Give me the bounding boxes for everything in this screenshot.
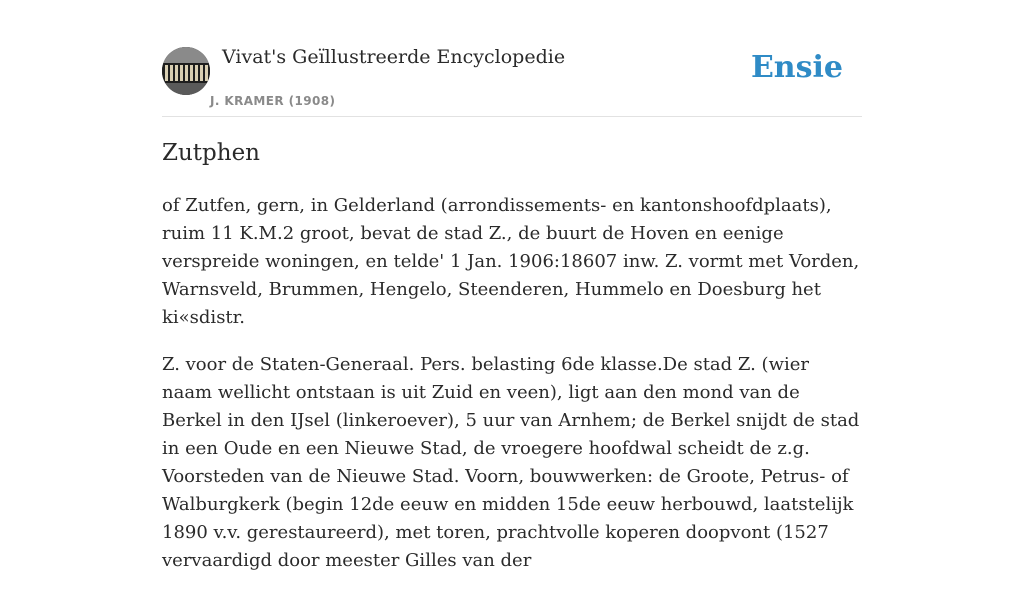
- paragraph: Z. voor de Staten-Generaal. Pers. belasting 6de klasse.De stad Z. (wier naam wellicht ontstaan is uit Zuid en veen), ligt aan den mond van de Berkel in den IJsel (linkeroever), 5 uur van Arnhem; de Berkel snijdt de stad in een Oude en een Nieuwe Stad, de vroegere hoofdwal scheidt de z.g. Voorsteden van de Nieuwe Stad. Voorn, bouwwerken: de Groote, Petrus- of Walburgkerk (begin 12de eeuw en midden 15de eeuw herbouwd, laatstelijk 1890 v.v. gerestaureerd), met toren, prachtvolle koperen doopvont (1527 vervaardigd door meester Gilles van der: [162, 354, 860, 571]
- ensie-logo[interactable]: Ensie: [750, 50, 843, 85]
- source-author: J. KRAMER (1908): [210, 94, 336, 108]
- source-title[interactable]: Vivat's Geïllustreerde Encyclopedie: [222, 46, 566, 68]
- source-header: [162, 46, 862, 117]
- article-body: [162, 192, 862, 594]
- article-title: Zutphen: [162, 140, 260, 166]
- paragraph: of Zutfen, gern, in Gelderland (arrondissements- en kantonshoofdplaats), ruim 11 K.M.2 groot, bevat de stad Z., de buurt de Hoven en eenige verspreide woningen, en telde' 1 Jan. 1906:18607 inw. Z. vormt met Vorden, Warnsveld, Brummen, Hengelo, Steenderen, Hummelo en Doesburg het ki«sdistr.: [162, 195, 860, 328]
- book-spines-icon[interactable]: [162, 47, 210, 95]
